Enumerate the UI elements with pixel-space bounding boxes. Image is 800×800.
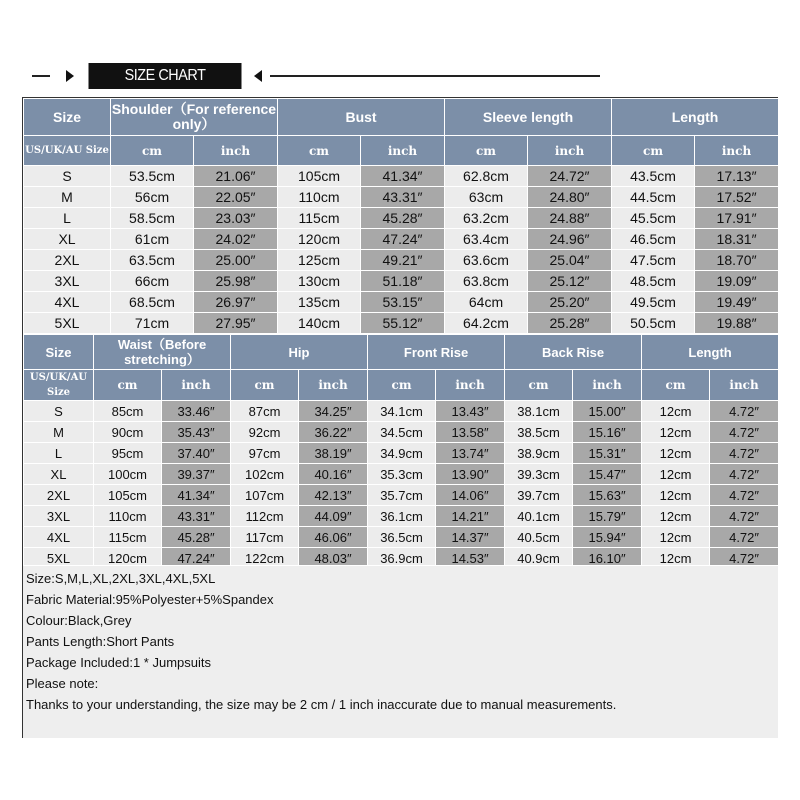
inch-value-cell: 19.09″ bbox=[695, 271, 779, 292]
cm-value-cell: 56cm bbox=[111, 187, 194, 208]
cm-value-cell: 68.5cm bbox=[111, 292, 194, 313]
inch-value-cell: 17.91″ bbox=[695, 208, 779, 229]
front-rise-header: Front Rise bbox=[368, 335, 505, 370]
inch-value-cell: 17.52″ bbox=[695, 187, 779, 208]
inch-value-cell: 15.47″ bbox=[573, 464, 642, 485]
inch-value-cell: 14.53″ bbox=[436, 548, 505, 569]
inch-value-cell: 43.31″ bbox=[361, 187, 445, 208]
unit-cm: cm bbox=[612, 136, 695, 166]
inch-value-cell: 19.88″ bbox=[695, 313, 779, 334]
cm-value-cell: 36.1cm bbox=[368, 506, 436, 527]
cm-value-cell: 38.5cm bbox=[505, 422, 573, 443]
inch-value-cell: 14.21″ bbox=[436, 506, 505, 527]
cm-value-cell: 63.5cm bbox=[111, 250, 194, 271]
inch-value-cell: 45.28″ bbox=[162, 527, 231, 548]
inch-value-cell: 46.06″ bbox=[299, 527, 368, 548]
cm-value-cell: 36.5cm bbox=[368, 527, 436, 548]
inch-value-cell: 25.98″ bbox=[194, 271, 278, 292]
inch-value-cell: 48.03″ bbox=[299, 548, 368, 569]
inch-value-cell: 24.96″ bbox=[528, 229, 612, 250]
size-cell: L bbox=[24, 443, 94, 464]
cm-value-cell: 34.1cm bbox=[368, 401, 436, 422]
cm-value-cell: 40.9cm bbox=[505, 548, 573, 569]
size-cell: L bbox=[24, 208, 111, 229]
cm-value-cell: 63.4cm bbox=[445, 229, 528, 250]
cm-value-cell: 71cm bbox=[111, 313, 194, 334]
inch-value-cell: 24.80″ bbox=[528, 187, 612, 208]
cm-value-cell: 12cm bbox=[642, 401, 710, 422]
inch-value-cell: 16.10″ bbox=[573, 548, 642, 569]
product-notes bbox=[23, 565, 778, 738]
unit-cm: cm bbox=[111, 136, 194, 166]
shoulder-header: Shoulder（For reference only） bbox=[111, 99, 278, 136]
inch-value-cell: 4.72″ bbox=[710, 506, 779, 527]
unit-cm: cm bbox=[94, 370, 162, 401]
table-row bbox=[24, 187, 779, 208]
table-row bbox=[24, 422, 779, 443]
inch-value-cell: 13.43″ bbox=[436, 401, 505, 422]
cm-value-cell: 90cm bbox=[94, 422, 162, 443]
unit-inch: inch bbox=[361, 136, 445, 166]
region-size-label: US/UK/AU Size bbox=[24, 136, 111, 166]
cm-value-cell: 100cm bbox=[94, 464, 162, 485]
inch-value-cell: 38.19″ bbox=[299, 443, 368, 464]
inch-value-cell: 15.00″ bbox=[573, 401, 642, 422]
cm-value-cell: 49.5cm bbox=[612, 292, 695, 313]
table-row bbox=[24, 313, 779, 334]
cm-value-cell: 115cm bbox=[94, 527, 162, 548]
inch-value-cell: 36.22″ bbox=[299, 422, 368, 443]
cm-value-cell: 105cm bbox=[94, 485, 162, 506]
size-cell: M bbox=[24, 187, 111, 208]
size-cell: 3XL bbox=[24, 506, 94, 527]
inch-value-cell: 40.16″ bbox=[299, 464, 368, 485]
note-sizes: Size:S,M,L,XL,2XL,3XL,4XL,5XL bbox=[26, 571, 216, 586]
inch-value-cell: 14.37″ bbox=[436, 527, 505, 548]
cm-value-cell: 47.5cm bbox=[612, 250, 695, 271]
inch-value-cell: 23.03″ bbox=[194, 208, 278, 229]
unit-cm: cm bbox=[445, 136, 528, 166]
cm-value-cell: 92cm bbox=[231, 422, 299, 443]
note-package: Package Included:1 * Jumpsuits bbox=[26, 655, 211, 670]
inch-value-cell: 15.94″ bbox=[573, 527, 642, 548]
title-arrow-right-icon bbox=[254, 70, 262, 82]
cm-value-cell: 34.9cm bbox=[368, 443, 436, 464]
title-rule bbox=[270, 75, 600, 77]
note-accuracy: Thanks to your understanding, the size may be 2 cm / 1 inch inaccurate due to manual measurements. bbox=[26, 697, 617, 712]
inch-value-cell: 4.72″ bbox=[710, 422, 779, 443]
inch-value-cell: 49.21″ bbox=[361, 250, 445, 271]
inch-value-cell: 25.20″ bbox=[528, 292, 612, 313]
inch-value-cell: 13.90″ bbox=[436, 464, 505, 485]
waist-header: Waist（Before stretching） bbox=[94, 335, 231, 370]
cm-value-cell: 45.5cm bbox=[612, 208, 695, 229]
inch-value-cell: 22.05″ bbox=[194, 187, 278, 208]
unit-inch: inch bbox=[573, 370, 642, 401]
inch-value-cell: 24.02″ bbox=[194, 229, 278, 250]
cm-value-cell: 50.5cm bbox=[612, 313, 695, 334]
size-table-top bbox=[23, 98, 779, 334]
inch-value-cell: 42.13″ bbox=[299, 485, 368, 506]
inch-value-cell: 4.72″ bbox=[710, 464, 779, 485]
cm-value-cell: 43.5cm bbox=[612, 166, 695, 187]
cm-value-cell: 12cm bbox=[642, 527, 710, 548]
inch-value-cell: 13.58″ bbox=[436, 422, 505, 443]
size-cell: XL bbox=[24, 464, 94, 485]
inch-value-cell: 53.15″ bbox=[361, 292, 445, 313]
cm-value-cell: 135cm bbox=[278, 292, 361, 313]
size-cell: M bbox=[24, 422, 94, 443]
cm-value-cell: 35.3cm bbox=[368, 464, 436, 485]
inch-value-cell: 26.97″ bbox=[194, 292, 278, 313]
inch-value-cell: 25.12″ bbox=[528, 271, 612, 292]
title-arrow-left-icon bbox=[66, 70, 74, 82]
size-chart-frame bbox=[22, 97, 778, 738]
cm-value-cell: 40.5cm bbox=[505, 527, 573, 548]
inch-value-cell: 34.25″ bbox=[299, 401, 368, 422]
size-table-bottom bbox=[23, 334, 779, 569]
size-cell: 5XL bbox=[24, 313, 111, 334]
cm-value-cell: 35.7cm bbox=[368, 485, 436, 506]
note-fabric: Fabric Material:95%Polyester+5%Spandex bbox=[26, 592, 274, 607]
cm-value-cell: 12cm bbox=[642, 422, 710, 443]
unit-cm: cm bbox=[642, 370, 710, 401]
unit-inch: inch bbox=[436, 370, 505, 401]
cm-value-cell: 12cm bbox=[642, 548, 710, 569]
inch-value-cell: 18.70″ bbox=[695, 250, 779, 271]
cm-value-cell: 63.2cm bbox=[445, 208, 528, 229]
inch-value-cell: 24.88″ bbox=[528, 208, 612, 229]
cm-value-cell: 140cm bbox=[278, 313, 361, 334]
inch-value-cell: 25.04″ bbox=[528, 250, 612, 271]
cm-value-cell: 64cm bbox=[445, 292, 528, 313]
cm-value-cell: 12cm bbox=[642, 443, 710, 464]
inch-value-cell: 27.95″ bbox=[194, 313, 278, 334]
cm-value-cell: 66cm bbox=[111, 271, 194, 292]
size-cell: S bbox=[24, 166, 111, 187]
cm-value-cell: 44.5cm bbox=[612, 187, 695, 208]
hip-header: Hip bbox=[231, 335, 368, 370]
size-cell: 3XL bbox=[24, 271, 111, 292]
cm-value-cell: 130cm bbox=[278, 271, 361, 292]
inch-value-cell: 33.46″ bbox=[162, 401, 231, 422]
cm-value-cell: 117cm bbox=[231, 527, 299, 548]
length-header: Length bbox=[612, 99, 779, 136]
bust-header: Bust bbox=[278, 99, 445, 136]
cm-value-cell: 120cm bbox=[278, 229, 361, 250]
inch-value-cell: 4.72″ bbox=[710, 401, 779, 422]
table-row bbox=[24, 271, 779, 292]
cm-value-cell: 61cm bbox=[111, 229, 194, 250]
table-row bbox=[24, 443, 779, 464]
table-row bbox=[24, 506, 779, 527]
inch-value-cell: 4.72″ bbox=[710, 443, 779, 464]
inch-value-cell: 15.31″ bbox=[573, 443, 642, 464]
note-pants-length: Pants Length:Short Pants bbox=[26, 634, 175, 649]
unit-cm: cm bbox=[368, 370, 436, 401]
cm-value-cell: 87cm bbox=[231, 401, 299, 422]
size-header: Size bbox=[24, 99, 111, 136]
inch-value-cell: 17.13″ bbox=[695, 166, 779, 187]
inch-value-cell: 21.06″ bbox=[194, 166, 278, 187]
cm-value-cell: 120cm bbox=[94, 548, 162, 569]
inch-value-cell: 15.16″ bbox=[573, 422, 642, 443]
cm-value-cell: 46.5cm bbox=[612, 229, 695, 250]
length-header: Length bbox=[642, 335, 779, 370]
cm-value-cell: 107cm bbox=[231, 485, 299, 506]
cm-value-cell: 115cm bbox=[278, 208, 361, 229]
table-row bbox=[24, 229, 779, 250]
inch-value-cell: 18.31″ bbox=[695, 229, 779, 250]
cm-value-cell: 12cm bbox=[642, 485, 710, 506]
table-row bbox=[24, 292, 779, 313]
inch-value-cell: 24.72″ bbox=[528, 166, 612, 187]
cm-value-cell: 110cm bbox=[278, 187, 361, 208]
cm-value-cell: 36.9cm bbox=[368, 548, 436, 569]
table-row bbox=[24, 250, 779, 271]
region-size-label: US/UK/AU Size bbox=[24, 370, 94, 401]
size-cell: XL bbox=[24, 229, 111, 250]
inch-value-cell: 14.06″ bbox=[436, 485, 505, 506]
inch-value-cell: 41.34″ bbox=[162, 485, 231, 506]
inch-value-cell: 51.18″ bbox=[361, 271, 445, 292]
cm-value-cell: 63cm bbox=[445, 187, 528, 208]
cm-value-cell: 85cm bbox=[94, 401, 162, 422]
note-please-note: Please note: bbox=[26, 676, 99, 691]
title-dash-decoration bbox=[32, 75, 50, 77]
size-cell: 4XL bbox=[24, 527, 94, 548]
cm-value-cell: 122cm bbox=[231, 548, 299, 569]
inch-value-cell: 44.09″ bbox=[299, 506, 368, 527]
inch-value-cell: 35.43″ bbox=[162, 422, 231, 443]
table-row bbox=[24, 208, 779, 229]
cm-value-cell: 125cm bbox=[278, 250, 361, 271]
unit-inch: inch bbox=[162, 370, 231, 401]
size-header: Size bbox=[24, 335, 94, 370]
cm-value-cell: 53.5cm bbox=[111, 166, 194, 187]
inch-value-cell: 25.28″ bbox=[528, 313, 612, 334]
inch-value-cell: 47.24″ bbox=[361, 229, 445, 250]
unit-inch: inch bbox=[695, 136, 779, 166]
cm-value-cell: 112cm bbox=[231, 506, 299, 527]
unit-cm: cm bbox=[231, 370, 299, 401]
unit-cm: cm bbox=[278, 136, 361, 166]
table-row bbox=[24, 464, 779, 485]
cm-value-cell: 102cm bbox=[231, 464, 299, 485]
inch-value-cell: 55.12″ bbox=[361, 313, 445, 334]
unit-inch: inch bbox=[194, 136, 278, 166]
inch-value-cell: 43.31″ bbox=[162, 506, 231, 527]
size-cell: 2XL bbox=[24, 485, 94, 506]
size-cell: 4XL bbox=[24, 292, 111, 313]
size-chart-title: SIZE CHART bbox=[89, 63, 242, 89]
cm-value-cell: 95cm bbox=[94, 443, 162, 464]
cm-value-cell: 40.1cm bbox=[505, 506, 573, 527]
inch-value-cell: 25.00″ bbox=[194, 250, 278, 271]
unit-cm: cm bbox=[505, 370, 573, 401]
unit-inch: inch bbox=[528, 136, 612, 166]
unit-inch: inch bbox=[299, 370, 368, 401]
cm-value-cell: 110cm bbox=[94, 506, 162, 527]
cm-value-cell: 12cm bbox=[642, 464, 710, 485]
inch-value-cell: 45.28″ bbox=[361, 208, 445, 229]
inch-value-cell: 47.24″ bbox=[162, 548, 231, 569]
cm-value-cell: 63.8cm bbox=[445, 271, 528, 292]
cm-value-cell: 39.7cm bbox=[505, 485, 573, 506]
inch-value-cell: 39.37″ bbox=[162, 464, 231, 485]
sleeve-length-header: Sleeve length bbox=[445, 99, 612, 136]
inch-value-cell: 4.72″ bbox=[710, 548, 779, 569]
inch-value-cell: 37.40″ bbox=[162, 443, 231, 464]
note-colour: Colour:Black,Grey bbox=[26, 613, 132, 628]
size-cell: 5XL bbox=[24, 548, 94, 569]
inch-value-cell: 4.72″ bbox=[710, 527, 779, 548]
cm-value-cell: 62.8cm bbox=[445, 166, 528, 187]
size-chart-title-bar bbox=[24, 62, 584, 92]
cm-value-cell: 12cm bbox=[642, 506, 710, 527]
table-row bbox=[24, 527, 779, 548]
cm-value-cell: 39.3cm bbox=[505, 464, 573, 485]
table-row bbox=[24, 401, 779, 422]
cm-value-cell: 38.9cm bbox=[505, 443, 573, 464]
table-row bbox=[24, 166, 779, 187]
inch-value-cell: 4.72″ bbox=[710, 485, 779, 506]
size-cell: 2XL bbox=[24, 250, 111, 271]
cm-value-cell: 34.5cm bbox=[368, 422, 436, 443]
cm-value-cell: 58.5cm bbox=[111, 208, 194, 229]
table-row bbox=[24, 485, 779, 506]
unit-inch: inch bbox=[710, 370, 779, 401]
back-rise-header: Back Rise bbox=[505, 335, 642, 370]
cm-value-cell: 38.1cm bbox=[505, 401, 573, 422]
inch-value-cell: 15.63″ bbox=[573, 485, 642, 506]
inch-value-cell: 13.74″ bbox=[436, 443, 505, 464]
inch-value-cell: 15.79″ bbox=[573, 506, 642, 527]
inch-value-cell: 41.34″ bbox=[361, 166, 445, 187]
size-cell: S bbox=[24, 401, 94, 422]
cm-value-cell: 64.2cm bbox=[445, 313, 528, 334]
cm-value-cell: 48.5cm bbox=[612, 271, 695, 292]
cm-value-cell: 63.6cm bbox=[445, 250, 528, 271]
inch-value-cell: 19.49″ bbox=[695, 292, 779, 313]
cm-value-cell: 105cm bbox=[278, 166, 361, 187]
cm-value-cell: 97cm bbox=[231, 443, 299, 464]
